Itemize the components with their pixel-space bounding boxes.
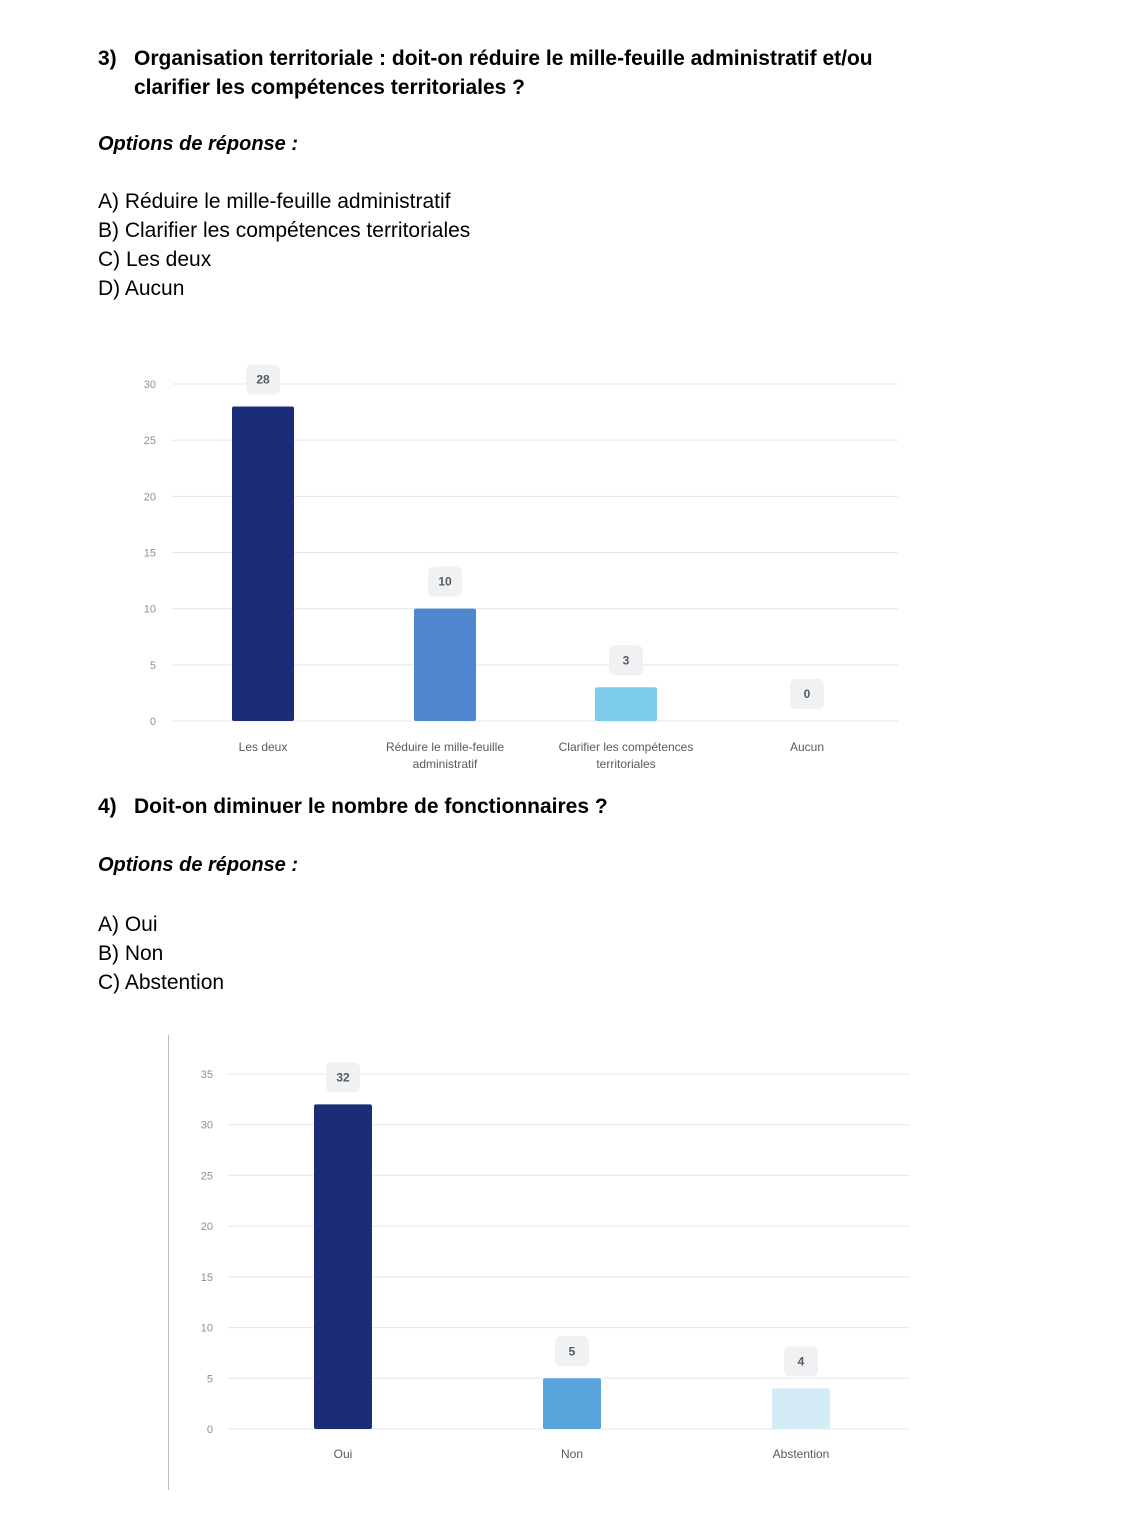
- x-category-label: territoriales: [596, 757, 656, 771]
- x-category-label: Clarifier les compétences: [558, 740, 694, 754]
- q3-option-c: C) Les deux: [98, 248, 212, 271]
- q4-title-line1: Doit-on diminuer le nombre de fonctionnaires ?: [134, 795, 608, 818]
- q3-options-heading: Options de réponse :: [98, 133, 299, 155]
- data-label: 10: [438, 574, 452, 589]
- x-category-label: Non: [560, 1447, 584, 1461]
- data-label: 32: [336, 1070, 350, 1085]
- y-tick-label: 15: [200, 1271, 213, 1284]
- y-tick-label: 15: [143, 547, 156, 560]
- y-tick-label: 30: [200, 1119, 213, 1132]
- q4-option-c: C) Abstention: [98, 971, 225, 994]
- bar: [772, 1388, 830, 1429]
- y-tick-label: 5: [149, 659, 156, 672]
- x-category-label: Abstention: [772, 1447, 830, 1461]
- y-tick-label: 5: [206, 1373, 213, 1386]
- x-category-label: Aucun: [789, 740, 825, 754]
- y-tick-label: 0: [206, 1424, 213, 1436]
- q3-title-line1: Organisation territoriale : doit-on réduire le mille-feuille administratif et/ou: [134, 47, 873, 70]
- x-category-label: Les deux: [238, 740, 288, 754]
- y-tick-label: 10: [143, 603, 156, 616]
- x-category-label: Réduire le mille-feuille: [385, 740, 505, 754]
- q4-option-b: B) Non: [98, 942, 164, 965]
- y-tick-label: 35: [200, 1069, 213, 1081]
- data-label: 5: [568, 1344, 576, 1359]
- data-label: 0: [803, 687, 811, 701]
- x-category-label: administratif: [412, 757, 478, 771]
- y-tick-label: 20: [143, 491, 156, 504]
- y-tick-label: 25: [200, 1170, 213, 1183]
- q3-title-line2: clarifier les compétences territoriales ?: [134, 76, 526, 99]
- q3-option-a: A) Réduire le mille-feuille administratif: [98, 190, 451, 213]
- x-category-label: Oui: [333, 1447, 353, 1461]
- data-label: 3: [622, 653, 630, 668]
- q4-options-heading: Options de réponse :: [98, 854, 299, 876]
- q3-option-b: B) Clarifier les compétences territoriales: [98, 219, 471, 242]
- bar: [543, 1378, 601, 1429]
- y-tick-label: 10: [200, 1322, 213, 1335]
- y-tick-label: 30: [143, 379, 156, 391]
- y-tick-label: 20: [200, 1221, 213, 1234]
- data-label: 28: [256, 372, 270, 387]
- q4-option-a: A) Oui: [98, 913, 158, 936]
- q3-number: 3): [98, 47, 117, 70]
- y-tick-label: 0: [149, 716, 156, 728]
- bar: [314, 1104, 372, 1429]
- data-label: 4: [797, 1354, 805, 1369]
- q3-option-d: D) Aucun: [98, 277, 185, 300]
- q4-number: 4): [98, 795, 117, 818]
- y-tick-label: 25: [143, 435, 156, 448]
